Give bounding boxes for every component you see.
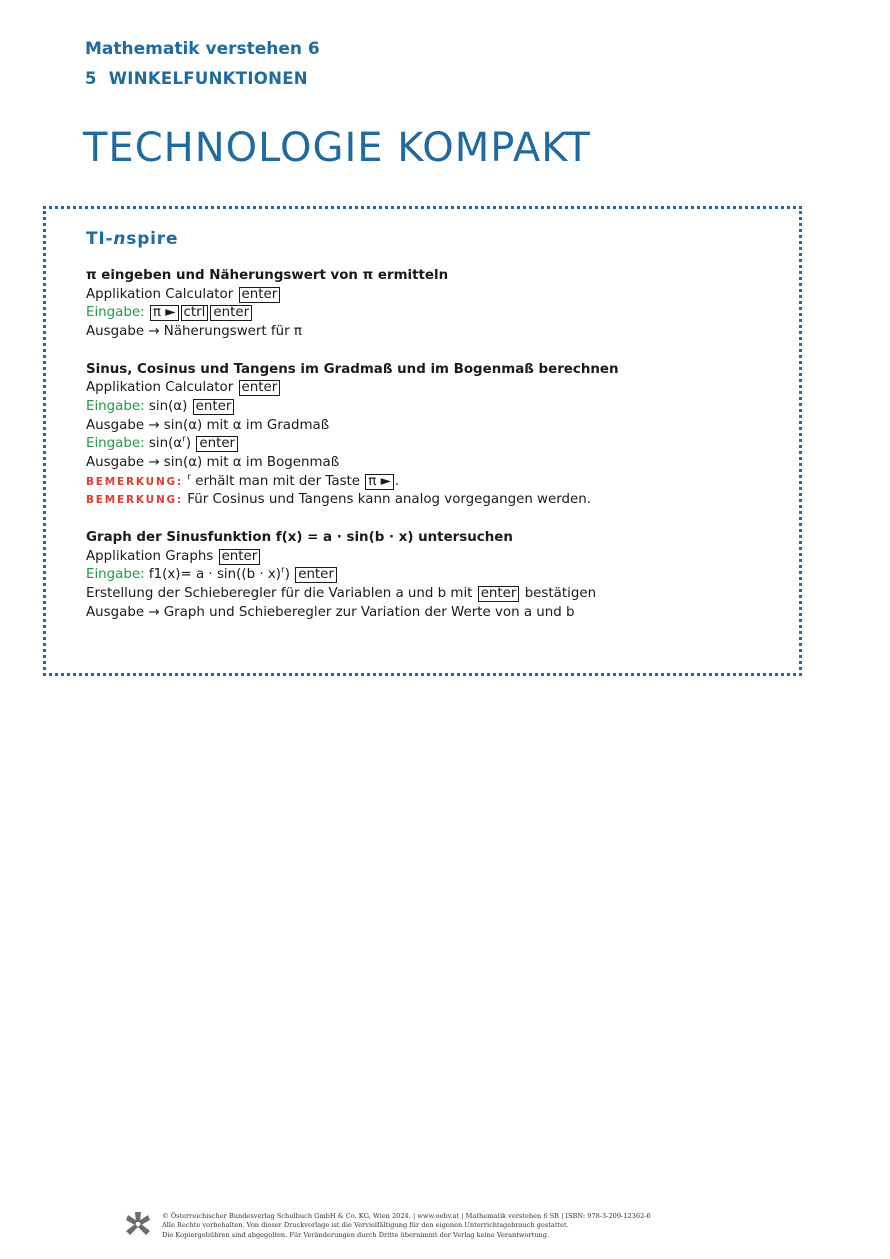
enter-key: enter — [219, 549, 261, 565]
enter-key: enter — [295, 567, 337, 583]
input-label: Eingabe: — [86, 398, 145, 414]
box-content — [86, 267, 786, 622]
input-line: Eingabe: $\sin(\alpha^r)$ enter — [86, 435, 786, 454]
footer-line: Die Kopiergebühren sind abgegolten. Für Veränderungen durch Dritte übernimmt der Verlag keine Verantwortung. — [162, 1230, 550, 1239]
chapter-title: WINKELFUNKTIONEN — [108, 69, 308, 88]
output-line: Ausgabe → Graph und Schieberegler zur Variation der Werte von a und b — [86, 604, 575, 620]
app-line: Applikation Calculator enter — [86, 286, 786, 305]
input-line: Eingabe: sin(α) enter — [86, 398, 786, 417]
pi-key: π ► — [150, 305, 179, 321]
enter-key: enter — [478, 586, 520, 602]
app-line: Applikation Calculator enter — [86, 379, 786, 398]
section-title: Sinus, Cosinus und Tangens im Gradmaß und im Bogenmaß berechnen — [86, 361, 619, 377]
remark-line: BEMERKUNG: Für Cosinus und Tangens kann analog vorgegangen werden. — [86, 492, 592, 508]
enter-key: enter — [196, 436, 238, 452]
box-heading-prefix: TI- — [86, 229, 114, 249]
enter-key: enter — [239, 380, 281, 396]
footer-line: © Österreichischer Bundesverlag Schulbuch GmbH & Co. KG, Wien 2024. | www.oebv.at | Mathematik verstehen 6 SB | ISBN: 978-3-209-12362-6 — [162, 1212, 651, 1220]
input-line — [86, 304, 786, 323]
enter-key: enter — [239, 287, 281, 303]
input-label: Eingabe: — [86, 305, 145, 321]
output-line: Ausgabe → sin(α) mit α im Gradmaß — [86, 417, 330, 433]
box-heading-n: n — [113, 229, 127, 249]
ctrl-key: ctrl — [181, 305, 209, 321]
input-label: Eingabe: — [86, 436, 145, 452]
box-heading-suffix: spire — [126, 229, 179, 249]
remark-line: BEMERKUNG: $^r$ erhält man mit der Taste π ► . — [86, 472, 400, 489]
remark-label: BEMERKUNG: — [86, 475, 183, 488]
book-title: Mathematik verstehen 6 — [85, 39, 320, 59]
remark-label: BEMERKUNG: — [86, 494, 183, 507]
slider-line: Erstellung der Schieberegler für die Variablen a und b mit enter bestätigen — [86, 585, 597, 601]
pi-key: π ► — [365, 474, 394, 490]
enter-key: enter — [193, 399, 235, 415]
box-heading — [86, 229, 178, 249]
page-title: TECHNOLOGIE KOMPAKT — [83, 125, 591, 171]
section-title: Graph der Sinusfunktion f(x) = a · sin(b · x) untersuchen — [86, 529, 513, 545]
chapter-number: 5 — [85, 69, 97, 88]
chapter-heading — [85, 69, 308, 88]
input-line: Eingabe: $f1(x)= a \cdot \sin((b \cdot x)^r)$ enter — [86, 566, 786, 585]
input-label: Eingabe: — [86, 567, 145, 583]
ti-nspire-box — [43, 206, 802, 676]
publisher-logo-icon — [124, 1210, 152, 1238]
footer-line: Alle Rechte vorbehalten. Von dieser Druckvorlage ist die Vervielfältigung für den eigenen Unterrichtsgebrauch gestattet. — [162, 1221, 569, 1230]
app-line: Applikation Graphs enter — [86, 548, 786, 567]
output-line: Ausgabe → sin(α) mit α im Bogenmaß — [86, 455, 340, 471]
footer-copyright — [162, 1212, 722, 1240]
output-line: Ausgabe → Näherungswert für π — [86, 324, 302, 340]
section-title: π eingeben und Näherungswert von π ermitteln — [86, 268, 449, 283]
enter-key: enter — [210, 305, 252, 321]
